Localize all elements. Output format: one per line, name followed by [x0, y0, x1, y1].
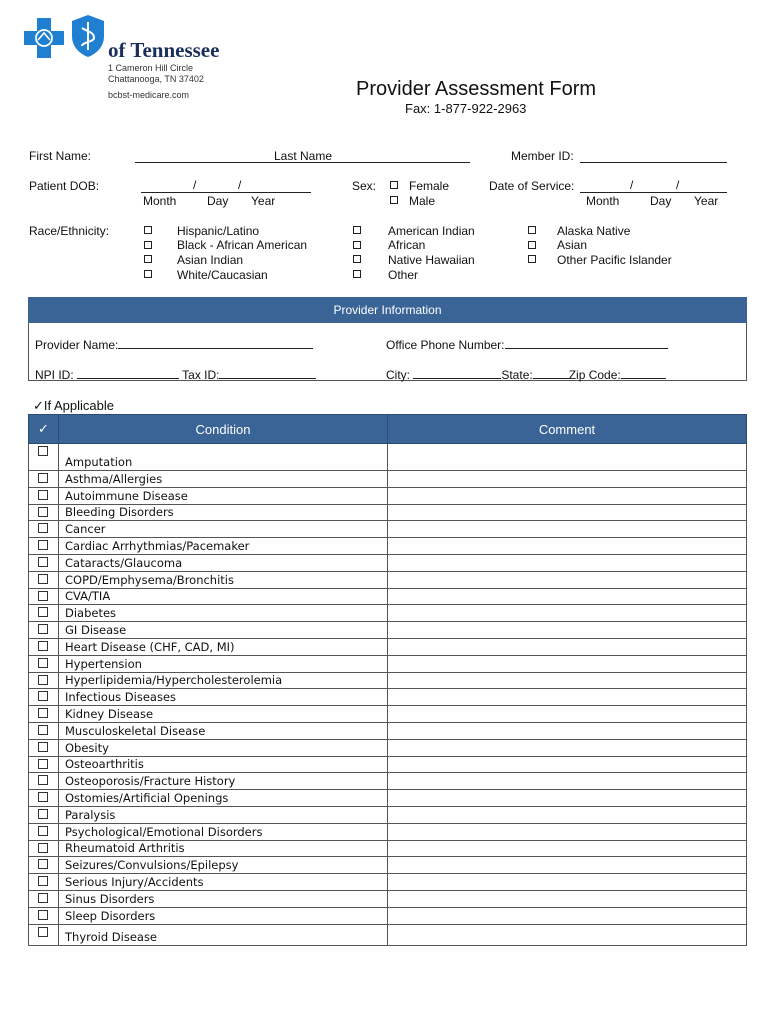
sex-label: Sex: [352, 179, 377, 193]
dob-year-label: Year [251, 194, 276, 208]
dob-slash-2: / [238, 178, 242, 192]
address-row [386, 368, 666, 382]
table-row [29, 521, 747, 538]
comment-cell[interactable] [388, 622, 747, 639]
city-label: City: [386, 368, 410, 382]
comment-cell[interactable] [388, 706, 747, 723]
condition-label: Cancer [59, 521, 388, 538]
condition-checkbox[interactable] [38, 574, 48, 584]
condition-checkbox[interactable] [38, 708, 48, 718]
condition-label: Paralysis [59, 806, 388, 823]
table-row [29, 722, 747, 739]
condition-checkbox[interactable] [38, 446, 48, 456]
conditions-body [29, 444, 747, 946]
condition-label: Ostomies/Artificial Openings [59, 790, 388, 807]
condition-check-cell [29, 857, 59, 874]
comment-cell[interactable] [388, 638, 747, 655]
dob-day-label: Day [207, 194, 229, 208]
condition-label: Seizures/Convulsions/Epilepsy [59, 857, 388, 874]
table-row [29, 890, 747, 907]
address-line-2: Chattanooga, TN 37402 [108, 74, 204, 84]
tax-id-field[interactable] [219, 368, 316, 379]
comment-cell[interactable] [388, 471, 747, 488]
office-phone-field[interactable] [505, 338, 668, 349]
comment-cell[interactable] [388, 538, 747, 555]
race-checkbox[interactable] [528, 255, 536, 263]
condition-checkbox[interactable] [38, 893, 48, 903]
race-checkbox[interactable] [353, 241, 361, 249]
male-label: Male [409, 194, 436, 208]
table-row [29, 823, 747, 840]
condition-check-cell [29, 554, 59, 571]
race-option-african: African [388, 238, 426, 252]
race-option-other: Other [388, 268, 419, 282]
condition-label: CVA/TIA [59, 588, 388, 605]
city-field[interactable] [413, 368, 501, 379]
website: bcbst-medicare.com [108, 90, 190, 100]
table-row [29, 672, 747, 689]
condition-label: Kidney Disease [59, 706, 388, 723]
condition-checkbox[interactable] [38, 641, 48, 651]
dos-slash-2: / [676, 178, 680, 192]
table-row [29, 487, 747, 504]
dos-year-label: Year [694, 194, 719, 208]
comment-cell[interactable] [388, 722, 747, 739]
date-of-service-field[interactable] [580, 192, 727, 193]
zip-code-field[interactable] [621, 368, 666, 379]
condition-checkbox[interactable] [38, 759, 48, 769]
table-row [29, 605, 747, 622]
condition-label: GI Disease [59, 622, 388, 639]
race-checkbox[interactable] [144, 241, 152, 249]
member-id-label: Member ID: [511, 149, 574, 163]
blue-shield-logo-icon [70, 14, 106, 58]
table-row [29, 588, 747, 605]
state-field[interactable] [533, 368, 569, 379]
table-row [29, 638, 747, 655]
condition-label: Infectious Diseases [59, 689, 388, 706]
comment-cell[interactable] [388, 756, 747, 773]
condition-check-cell [29, 689, 59, 706]
comment-cell[interactable] [388, 874, 747, 891]
comment-cell[interactable] [388, 655, 747, 672]
table-row [29, 756, 747, 773]
condition-label: Osteoporosis/Fracture History [59, 773, 388, 790]
condition-check-cell [29, 874, 59, 891]
comment-cell[interactable] [388, 444, 747, 471]
condition-label: Hyperlipidemia/Hypercholesterolemia [59, 672, 388, 689]
table-row [29, 790, 747, 807]
comment-cell[interactable] [388, 571, 747, 588]
condition-check-cell [29, 823, 59, 840]
comment-cell[interactable] [388, 773, 747, 790]
condition-column-header: Condition [59, 415, 388, 444]
comment-cell[interactable] [388, 689, 747, 706]
condition-label: Serious Injury/Accidents [59, 874, 388, 891]
form-title: Provider Assessment Form [356, 78, 597, 100]
comment-column-header: Comment [388, 415, 747, 444]
race-option-native-hawaiian: Native Hawaiian [388, 253, 475, 267]
comment-cell[interactable] [388, 487, 747, 504]
race-option-white: White/Caucasian [177, 268, 268, 282]
address-line-1: 1 Cameron Hill Circle [108, 63, 194, 73]
condition-check-cell [29, 790, 59, 807]
female-label: Female [409, 179, 450, 193]
comment-cell[interactable] [388, 588, 747, 605]
npi-id-field[interactable] [77, 368, 179, 379]
condition-check-cell [29, 605, 59, 622]
condition-check-cell [29, 504, 59, 521]
condition-label: Obesity [59, 739, 388, 756]
female-checkbox[interactable] [390, 181, 398, 189]
comment-cell[interactable] [388, 605, 747, 622]
race-checkbox[interactable] [144, 255, 152, 263]
race-option-asian: Asian [557, 238, 588, 252]
tax-id-label: Tax ID: [182, 368, 220, 382]
comment-cell[interactable] [388, 924, 747, 945]
race-option-alaska-native: Alaska Native [557, 224, 631, 238]
dos-month-label: Month [586, 194, 620, 208]
comment-cell[interactable] [388, 823, 747, 840]
condition-label: Bleeding Disorders [59, 504, 388, 521]
table-row [29, 554, 747, 571]
condition-checkbox[interactable] [38, 725, 48, 735]
comment-cell[interactable] [388, 504, 747, 521]
table-row [29, 538, 747, 555]
table-row [29, 504, 747, 521]
condition-label: Diabetes [59, 605, 388, 622]
office-phone-row [386, 338, 668, 352]
race-option-pacific-islander: Other Pacific Islander [557, 253, 672, 267]
condition-label: Musculoskeletal Disease [59, 722, 388, 739]
condition-check-cell [29, 521, 59, 538]
condition-label: Sleep Disorders [59, 907, 388, 924]
condition-check-cell [29, 840, 59, 857]
comment-cell[interactable] [388, 857, 747, 874]
date-of-service-label: Date of Service: [489, 179, 575, 193]
brand-name: of Tennessee [108, 38, 220, 62]
check-column-header: ✓ [29, 415, 59, 444]
table-row [29, 655, 747, 672]
condition-checkbox[interactable] [38, 490, 48, 500]
condition-checkbox[interactable] [38, 843, 48, 853]
condition-checkbox[interactable] [38, 557, 48, 567]
condition-check-cell [29, 739, 59, 756]
condition-label: Cardiac Arrhythmias/Pacemaker [59, 538, 388, 555]
condition-checkbox[interactable] [38, 624, 48, 634]
npi-id-label: NPI ID: [35, 368, 74, 382]
condition-label: Psychological/Emotional Disorders [59, 823, 388, 840]
comment-cell[interactable] [388, 554, 747, 571]
condition-check-cell [29, 471, 59, 488]
condition-checkbox[interactable] [38, 675, 48, 685]
dob-slash-1: / [193, 178, 197, 192]
condition-checkbox[interactable] [38, 473, 48, 483]
race-checkbox[interactable] [528, 226, 536, 234]
condition-checkbox[interactable] [38, 910, 48, 920]
comment-cell[interactable] [388, 890, 747, 907]
dob-month-label: Month [143, 194, 177, 208]
race-checkbox[interactable] [528, 241, 536, 249]
provider-name-label: Provider Name: [35, 338, 119, 352]
condition-checkbox[interactable] [38, 826, 48, 836]
npi-tax-row [35, 368, 316, 382]
comment-cell[interactable] [388, 907, 747, 924]
condition-check-cell [29, 672, 59, 689]
condition-check-cell [29, 487, 59, 504]
condition-checkbox[interactable] [38, 775, 48, 785]
condition-checkbox[interactable] [38, 927, 48, 937]
table-row [29, 857, 747, 874]
race-checkbox[interactable] [353, 255, 361, 263]
table-row [29, 622, 747, 639]
table-row [29, 444, 747, 471]
condition-check-cell [29, 806, 59, 823]
comment-cell[interactable] [388, 672, 747, 689]
race-option-hispanic: Hispanic/Latino [177, 224, 260, 238]
condition-label: Heart Disease (CHF, CAD, MI) [59, 638, 388, 655]
provider-name-row [35, 338, 313, 352]
condition-label: COPD/Emphysema/Bronchitis [59, 571, 388, 588]
office-phone-label: Office Phone Number: [386, 338, 505, 352]
table-row [29, 907, 747, 924]
table-row [29, 924, 747, 945]
condition-label: Rheumatoid Arthritis [59, 840, 388, 857]
comment-cell[interactable] [388, 806, 747, 823]
table-row [29, 739, 747, 756]
last-name-label: Last Name [274, 149, 333, 163]
condition-label: Cataracts/Glaucoma [59, 554, 388, 571]
condition-checkbox[interactable] [38, 658, 48, 668]
condition-label: Hypertension [59, 655, 388, 672]
race-checkbox[interactable] [144, 226, 152, 234]
condition-check-cell [29, 444, 59, 471]
comment-cell[interactable] [388, 790, 747, 807]
dos-slash-1: / [630, 178, 634, 192]
provider-name-field[interactable] [118, 338, 313, 349]
condition-check-cell [29, 588, 59, 605]
fax-number: Fax: 1-877-922-2963 [405, 101, 527, 116]
if-applicable-label: ✓If Applicable [33, 398, 114, 413]
first-name-label: First Name: [29, 149, 92, 163]
table-row [29, 773, 747, 790]
table-row [29, 806, 747, 823]
condition-check-cell [29, 706, 59, 723]
condition-checkbox[interactable] [38, 792, 48, 802]
condition-label: Sinus Disorders [59, 890, 388, 907]
condition-label: Osteoarthritis [59, 756, 388, 773]
condition-check-cell [29, 756, 59, 773]
male-checkbox[interactable] [390, 196, 398, 204]
table-row [29, 471, 747, 488]
condition-checkbox[interactable] [38, 540, 48, 550]
condition-checkbox[interactable] [38, 809, 48, 819]
condition-check-cell [29, 722, 59, 739]
conditions-table [28, 414, 747, 946]
dos-day-label: Day [650, 194, 672, 208]
condition-checkbox[interactable] [38, 523, 48, 533]
race-option-american-indian: American Indian [388, 224, 475, 238]
comment-cell[interactable] [388, 739, 747, 756]
state-label: State: [501, 368, 533, 382]
condition-check-cell [29, 571, 59, 588]
table-row [29, 706, 747, 723]
condition-check-cell [29, 924, 59, 945]
member-id-field[interactable] [580, 162, 727, 163]
condition-checkbox[interactable] [38, 591, 48, 601]
condition-check-cell [29, 538, 59, 555]
table-row [29, 840, 747, 857]
race-option-black: Black - African American [177, 238, 308, 252]
condition-check-cell [29, 638, 59, 655]
condition-checkbox[interactable] [38, 607, 48, 617]
condition-checkbox[interactable] [38, 507, 48, 517]
patient-dob-label: Patient DOB: [29, 179, 100, 193]
condition-label: Asthma/Allergies [59, 471, 388, 488]
comment-cell[interactable] [388, 521, 747, 538]
condition-checkbox[interactable] [38, 876, 48, 886]
condition-label: Amputation [59, 444, 388, 471]
condition-label: Autoimmune Disease [59, 487, 388, 504]
condition-check-cell [29, 890, 59, 907]
blue-cross-logo-icon [24, 18, 64, 58]
race-checkbox[interactable] [353, 270, 361, 278]
condition-checkbox[interactable] [38, 859, 48, 869]
table-row [29, 571, 747, 588]
condition-check-cell [29, 773, 59, 790]
table-row [29, 689, 747, 706]
race-ethnicity-label: Race/Ethnicity: [29, 224, 110, 238]
condition-checkbox[interactable] [38, 691, 48, 701]
race-option-asian-indian: Asian Indian [177, 253, 244, 267]
dob-field[interactable] [141, 192, 311, 193]
table-row [29, 874, 747, 891]
condition-check-cell [29, 622, 59, 639]
condition-check-cell [29, 655, 59, 672]
provider-info-heading: Provider Information [28, 297, 747, 323]
race-checkbox[interactable] [353, 226, 361, 234]
condition-checkbox[interactable] [38, 742, 48, 752]
condition-check-cell [29, 907, 59, 924]
condition-label: Thyroid Disease [59, 924, 388, 945]
zip-code-label: Zip Code: [568, 368, 621, 382]
comment-cell[interactable] [388, 840, 747, 857]
race-checkbox[interactable] [144, 270, 152, 278]
